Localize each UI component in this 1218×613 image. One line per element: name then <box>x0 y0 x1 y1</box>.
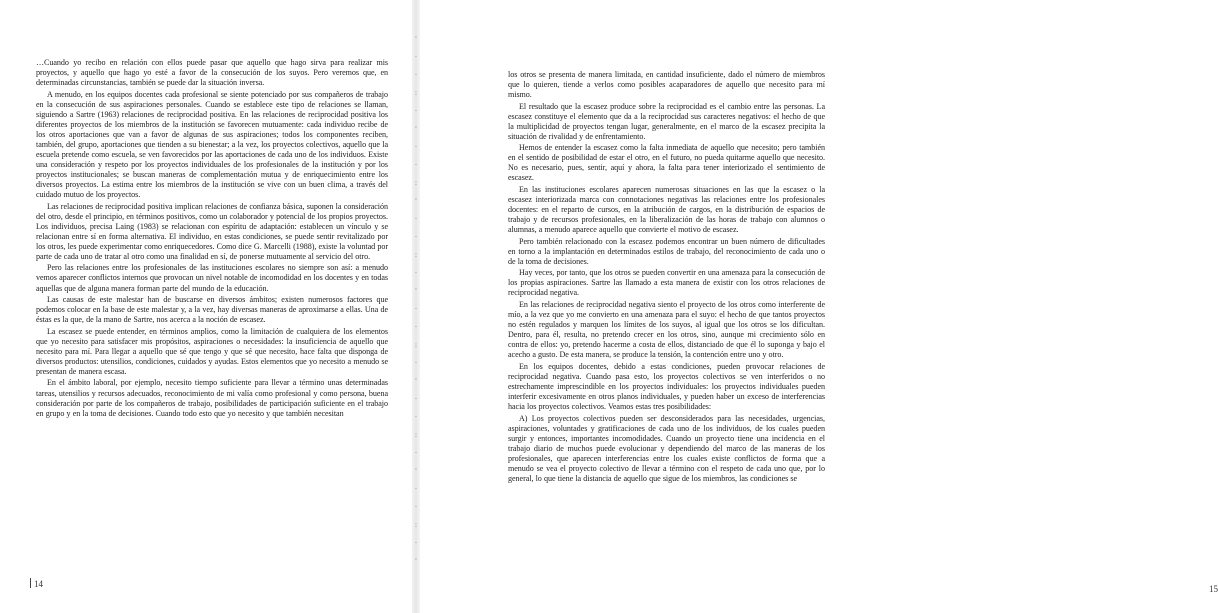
left-paragraph-6: La escasez se puede entender, en términos amplios, como la limitación de cualquiera de los elementos que yo necesito para satisfacer mis propósitos, aspiraciones o necesidades: la insuficiencia de aquello que necesito para mí. Para llegar a aquello que sé que tengo y que sé que necesito, hace falta que disponga de diversos productos: utensilios, condiciones, cuidados y ayudas. Estos elementos que yo necesito a menudo se presentan de manera escasa. <box>36 326 388 376</box>
gutter-mark: ' <box>413 467 419 475</box>
left-page <box>0 0 412 613</box>
right-paragraph-7: En las relaciones de reciprocidad negativa siento el proyecto de los otros como interferente de mío, a la vez que yo me convierto en una amenaza para el suyo: el hecho de que tantos proyectos no estén regulados y marquen los límites de los suyos, al igual que los otros se los dificultan. Dentro, para él, resulta, no pretendo crecer en los otros, sino, aunque mi crecimiento sólo en contra de ellos: yo, pretendo hacerme a costa de ellos, distanciado de que él lo suponga y bajo el acecho a gusto. De esta manera, se produce la tensión, la contención entre uno y otro. <box>508 300 825 360</box>
gutter-mark: : <box>413 89 419 97</box>
gutter-mark: · <box>413 161 419 169</box>
left-paragraph-7: En el ámbito laboral, por ejemplo, necesito tiempo suficiente para llevar a término unas determinadas tareas, utensilios y recursos adecuados, reconocimiento de mi valía como profesional y como persona, buena consideración por parte de los compañeros de trabajo, posibilidades de participación suficiente en el trabajo en grupo y en la toma de decisiones. Cuando todo esto que yo necesito y que también necesitan <box>36 378 388 418</box>
gutter-mark: · <box>413 143 419 151</box>
gutter-mark: ' <box>413 125 419 133</box>
left-paragraph-4: Pero las relaciones entre los profesionales de las instituciones escolares no siempre son así: a menudo vemos aparecer conflictos internos que provocan un nivel notable de incomodidad en los docentes y en todas aquellas que de alguna manera forman parte del mundo de la educación. <box>36 263 388 293</box>
gutter-mark: ' <box>413 35 419 43</box>
left-paragraph-5: Las causas de este malestar han de buscarse en diversos ámbitos; existen numerosos factores que podemos colocar en la base de este malestar y, a la vez, hay diversas maneras de aproximarse a ellas. Una de éstas es la que, de la mano de Sartre, nos acerca a la noción de escasez. <box>36 295 388 325</box>
gutter-mark: : <box>413 341 419 349</box>
gutter-mark: ' <box>413 557 419 565</box>
gutter-mark: · <box>413 215 419 223</box>
folio-bar <box>30 578 31 588</box>
gutter-mark: · <box>413 449 419 457</box>
right-paragraph-2: El resultado que la escasez produce sobre la reciprocidad es el cambio entre las personas. La escasez constituye el elemento que da a la reciprocidad sus caracteres negativos: el hecho de que la multiplicidad de proyectos tengan lugar, generalmente, en el marco de la escasez precipita la situación de rivalidad y de enfrentamiento. <box>508 101 825 141</box>
gutter-mark: : <box>413 431 419 439</box>
gutter-mark: · <box>413 53 419 61</box>
gutter-mark: · <box>413 305 419 313</box>
right-paragraph-5: Pero también relacionado con la escasez podemos encontrar un buen número de dificultades en torno a la implantación en determinados estilos de trabajo, del reconocimiento de cada uno o de la toma de decisiones. <box>508 236 825 266</box>
right-paragraph-8: En los equipos docentes, debido a estas condiciones, pueden provocar relaciones de reciprocidad negativa. Cuando pasa esto, los proyectos colectivos se ven interferidos o no estrechamente imprescindible en los proyectos individuales: los proyectos individuales pueden interferir excesivamente en otros planos individuales, y pueden haber un exceso de interferencias hacia los proyectos colectivos. Veamos estas tres posibilidades: <box>508 361 825 411</box>
gutter-mark: · <box>413 539 419 547</box>
right-paragraph-9: A) Los proyectos colectivos pueden ser desconsiderados para las necesidades, urgencias, aspiraciones, voluntades y gratificaciones de cada uno de los individuos, de los cuales pueden surgir y entonces, importantes incomodidades. Cuando un proyecto tiene una incidencia en el trabajo diario de muchos puede evolucionar y dependiendo del marco de las maneras de los profesionales, que aparecen interferencias entre los cuales existe conflictos de forma que a menudo se vea el proyecto colectivo de llevar a término con el respeto de cada uno que, por lo general, lo que tiene la distancia de aquello que sigue de los miembros, las condiciones se <box>508 413 825 483</box>
gutter-mark: : <box>413 521 419 529</box>
left-page-number <box>30 578 43 589</box>
right-page-number: 15 <box>1209 584 1218 594</box>
right-paragraph-4: En las instituciones escolares aparecen numerosas situaciones en las que la escasez o la escasez interiorizada marca con connotaciones negativas las relaciones entre los profesionales docentes: en el reparto de cursos, en la atribución de cargos, en la distribución de espacios de trabajo y de recursos profesionales, en la liberalización de las horas de trabajo con alumnos o alumnas, a menudo aparece aquello que convierte el motivo de escasez. <box>508 185 825 235</box>
right-paragraph-3: Hemos de entender la escasez como la falta inmediata de aquello que necesito; pero también en el sentido de posibilidad de estar el otro, en el futuro, no pueda quitarme aquello que necesito. No es necesario, pues, sentir, aquí y ahora, la falta para tener interiorizado el sentimiento de escasez. <box>508 143 825 183</box>
right-paragraph-1: los otros se presenta de manera limitada, en cantidad insuficiente, dado el número de miembros que lo quieren, tiende a verlos como posibles acaparadores de aquello que necesito para mí mismo. <box>508 70 825 100</box>
left-paragraph-2: A menudo, en los equipos docentes cada profesional se siente potenciado por sus compañeros de trabajo en la consecución de sus aspiraciones personales. Cuando se establece este tipo de relaciones se llaman, siguiendo a Sartre (1963) relaciones de reciprocidad positiva. En las relaciones de reciprocidad positiva los diferentes proyectos de los miembros de la institución se favorecen mutuamente: cada individuo recibe de los otros aportaciones que van a favor de algunas de sus aspiraciones; todos los componentes reciben, también, del grupo, aportaciones que tienden a su bienestar; a la vez, los proyectos colectivos, aquello que la escuela pretende como escuela, se ven favorecidos por las aportaciones de cada uno de los individuos. Existe una consideración y respeto por los proyectos individuales de los profesionales de la institución y por los proyectos institucionales; se buscan maneras de complementación mutua y de enriquecimiento entre los diversos proyectos. La estima entre los miembros de la institución se vive con un buen clima, a través del cuidado mutuo de los proyectos. <box>36 89 388 200</box>
gutter-mark: ' <box>413 287 419 295</box>
gutter-mark: · <box>413 107 419 115</box>
right-page <box>420 0 1218 613</box>
gutter-mark: · <box>413 269 419 277</box>
left-paragraph-3: Las relaciones de reciprocidad positiva implican relaciones de confianza básica, suponen la consideración del otro, desde el principio, en términos positivos, como un colaborador y potencial de los propios proyectos. Los individuos, precisa Laing (1983) se relacionan con espíritu de adaptación: establecen un vínculo y se relacionan entre sí en forma alternativa. El individuo, en estas condiciones, se puede sentir revitalizado por los otros, les puede experimentar como enriquecedores. Como dice G. Marcelli (1988), existe la voluntad por parte de cada uno de tratar al otro como una finalidad en sí, de ponerse mutuamente al servicio del otro. <box>36 201 388 261</box>
gutter-mark: ' <box>413 377 419 385</box>
gutter-mark: · <box>413 359 419 367</box>
gutter-mark: · <box>413 503 419 511</box>
gutter-mark: · <box>413 485 419 493</box>
gutter-mark: · <box>413 413 419 421</box>
right-paragraph-6: Hay veces, por tanto, que los otros se pueden convertir en una amenaza para la consecución de los propias aspiraciones. Sartre las llamado a esta manera de existir con los otros relaciones de reciprocidad negativa. <box>508 268 825 298</box>
gutter-mark: : <box>413 179 419 187</box>
left-paragraph-1: …Cuando yo recibo en relación con ellos puede pasar que aquello que hago sirva para realizar mis proyectos, y aquello que hago yo esté a favor de la consecución de los suyos. Pero veremos que, en determinadas circunstancias, también se puede dar la situación inversa. <box>36 58 388 88</box>
left-text-column <box>36 58 388 419</box>
gutter-mark: · <box>413 323 419 331</box>
right-text-column <box>508 70 825 484</box>
gutter-mark: ' <box>413 197 419 205</box>
gutter-mark: : <box>413 251 419 259</box>
left-page-number-text: 14 <box>34 579 43 589</box>
gutter-scan-marks <box>412 30 420 570</box>
gutter-mark: · <box>413 233 419 241</box>
gutter-mark: · <box>413 71 419 79</box>
gutter-mark: · <box>413 395 419 403</box>
